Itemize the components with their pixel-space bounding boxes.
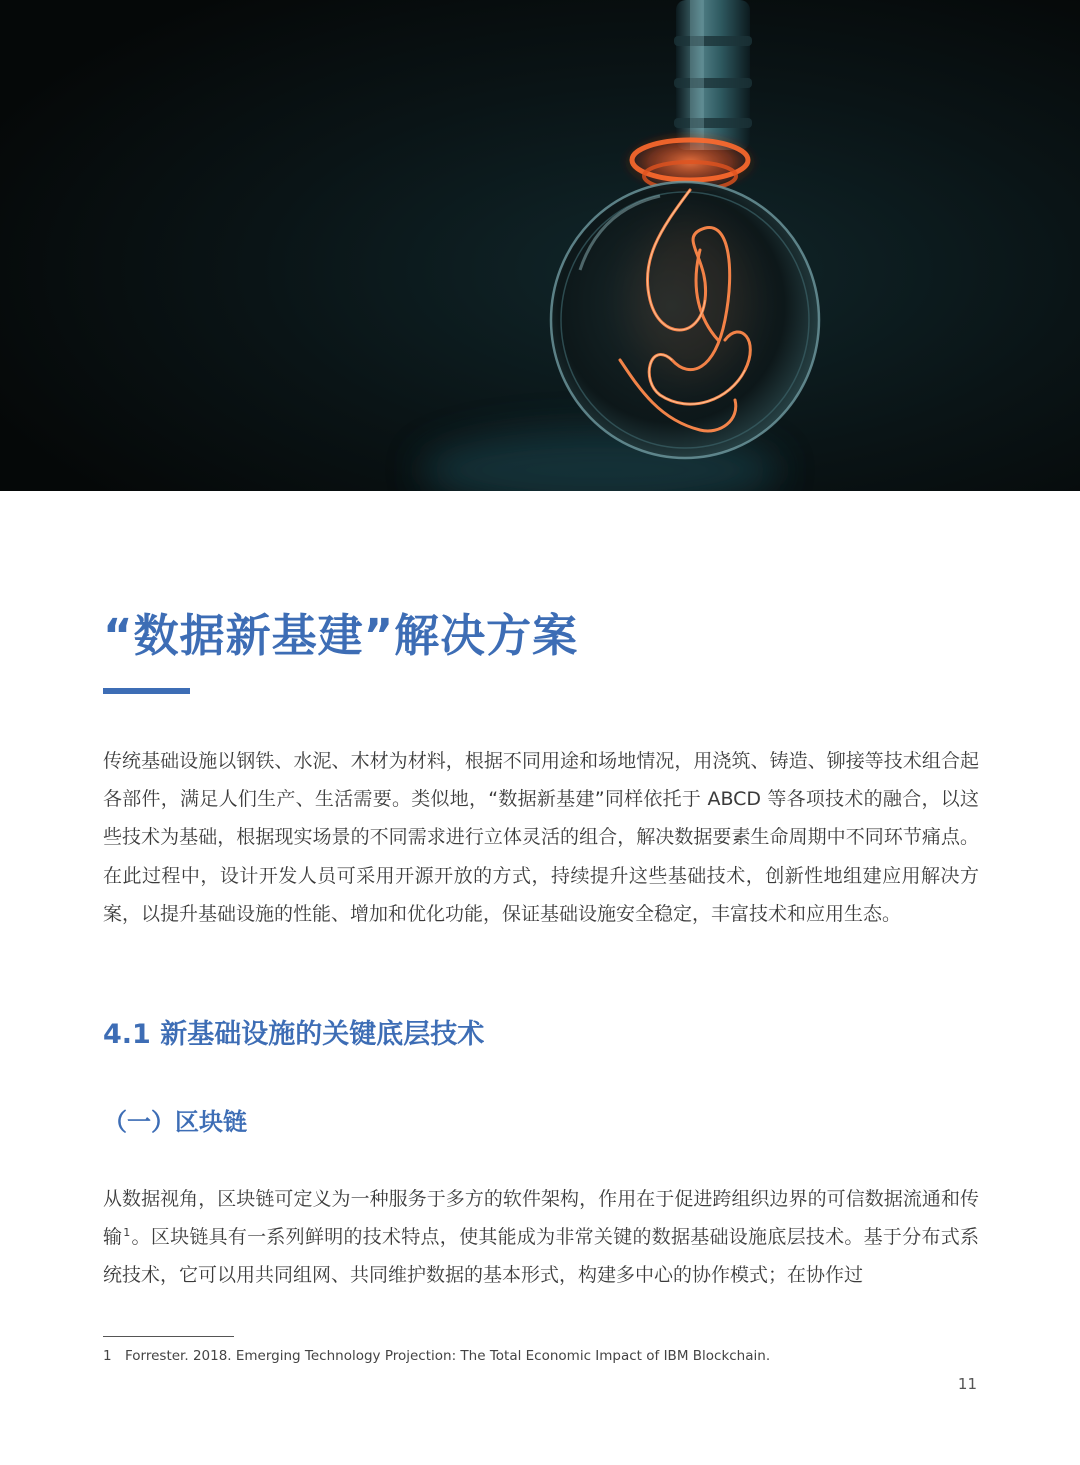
- page-title: “数据新基建”解决方案: [103, 609, 579, 662]
- page-number: 11: [957, 1375, 977, 1393]
- filament-lightbulb-illustration: [0, 0, 1080, 491]
- title-underline: [103, 688, 190, 694]
- blockchain-paragraph-text-continued: 。区块链具有一系列鲜明的技术特点，使其能成为非常关键的数据基础设施底层技术。基于分布式系统技术，它可以用共同组网、共同维护数据的基本形式，构建多中心的协作模式；在协作过: [103, 1226, 979, 1287]
- hero-image: [0, 0, 1080, 491]
- subsection-heading: （一）区块链: [103, 1108, 247, 1136]
- footnote-number: 1: [103, 1348, 112, 1364]
- blockchain-paragraph-text: 从数据视角，区块链可定义为一种服务于多方的软件架构，作用在于促进跨组织边界的可信数据流通和传输: [103, 1188, 979, 1249]
- blockchain-paragraph: [103, 1180, 979, 1295]
- footnote-reference[interactable]: 1: [123, 1225, 131, 1239]
- section-heading: 4.1 新基础设施的关键底层技术: [103, 1019, 485, 1050]
- footnote: [103, 1346, 770, 1366]
- intro-paragraph: 传统基础设施以钢铁、水泥、木材为材料，根据不同用途和场地情况，用浇筑、铸造、铆接等技术组合起各部件，满足人们生产、生活需要。类似地，“数据新基建”同样依托于 ABCD 等各项技术的融合，以这些技术为基础，根据现实场景的不同需求进行立体灵活的组合，解决数据要素生命周期中不同环节痛点。在此过程中，设计开发人员可采用开源开放的方式，持续提升这些基础技术，创新性地组建应用解决方案，以提升基础设施的性能、增加和优化功能，保证基础设施安全稳定，丰富技术和应用生态。: [103, 750, 979, 925]
- footnote-text: Forrester. 2018. Emerging Technology Projection: The Total Economic Impact of IBM Blockchain.: [125, 1348, 771, 1364]
- footnote-divider: [103, 1336, 234, 1337]
